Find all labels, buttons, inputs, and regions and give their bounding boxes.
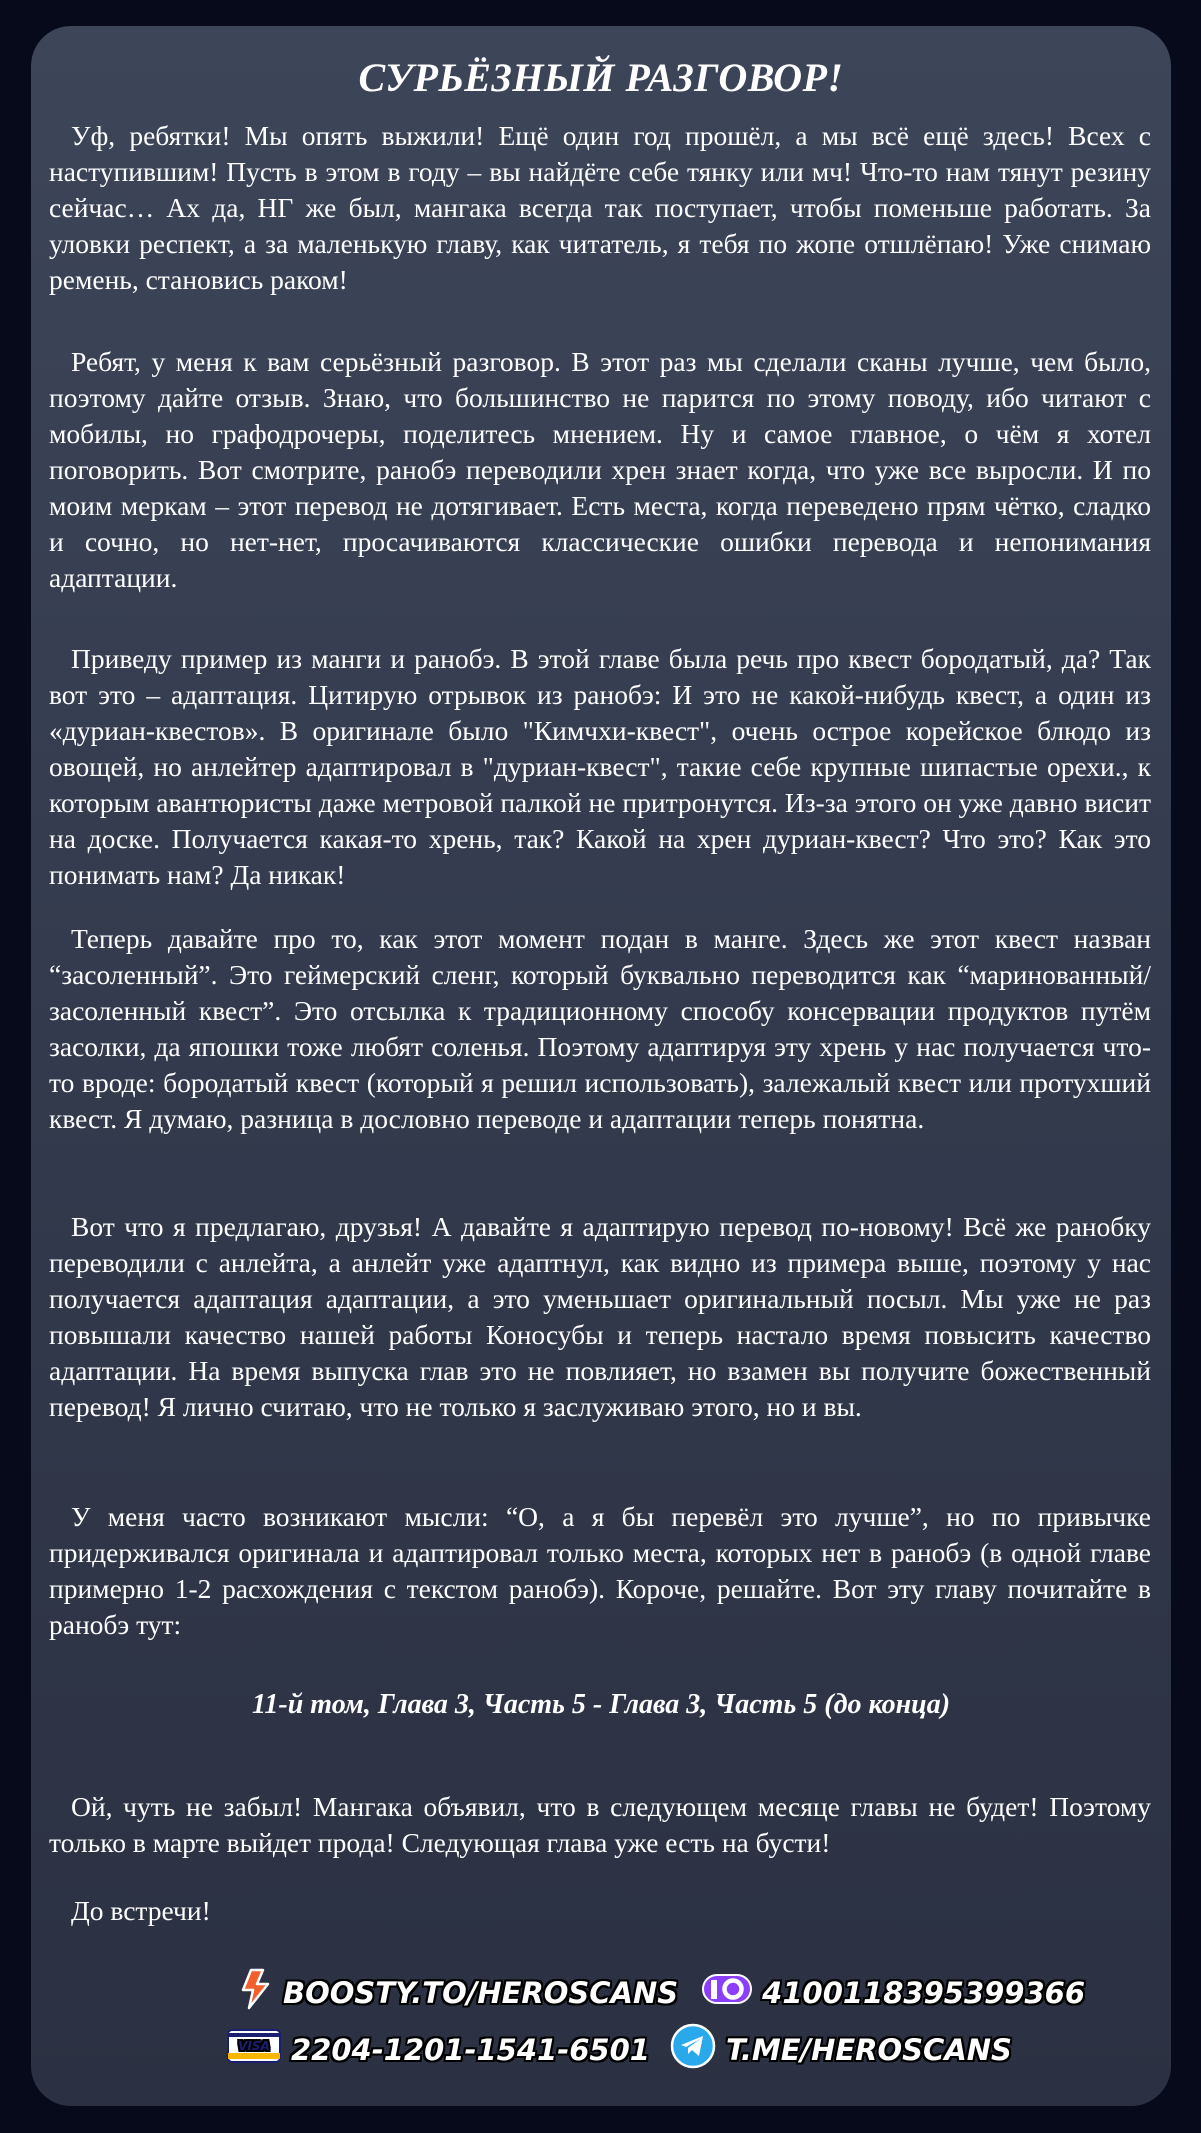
telegram-icon [670, 2023, 716, 2076]
paragraph-novel-example: Приведу пример из манги и ранобэ. В этой главе была речь про квест бородатый, да? Так вот это – адаптация. Цитирую отрывок из ранобэ: И это не какой-нибудь квест, а один из «дуриан-квестов». В оригинале было "Кимчхи-квест", очень острое корейское блюдо из овощей, но анлейтер адаптировал в "дуриан-квест", такие себе крупные шипастые орехи., к которым авантюристы даже метровой палкой не притронутся. Из-за этого он уже давно висит на доске. Получается какая-то хрень, так? Какой на хрен дуриан-квест? Что это? Как это понимать нам? Да никак! [49, 643, 1151, 890]
paragraph-greeting: Уф, ребятки! Мы опять выжили! Ещё один год прошёл, а мы всё ещё здесь! Всех с наступившим! Пусть в этом в году – вы найдёте себе тянку или мч! Что-то нам тянут резину сейчас… Ах да, НГ же был, мангака всегда так поступает, чтобы поменьше работать. За уловки респект, а за маленькую главу, как читатель, я тебя по жопе отшлёпаю! Уже снимаю ремень, становись раком! [49, 120, 1151, 295]
paragraph-manga-example: Теперь давайте про то, как этот момент подан в манге. Здесь же этот квест назван “засоленный”. Это геймерский сленг, который буквально переводится как “маринованный/засоленный квест”. Это отсылка к традиционному способу консервации продуктов путём засолки, да япошки тоже любят соленья. Поэтому адаптируя эту хрень у нас получается что-то вроде: бородатый квест (который я решил использовать), залежалый квест или протухший квест. Я думаю, разница в дословно переводе и адаптации теперь понятна. [49, 923, 1151, 1134]
paragraph-farewell: До встречи! [71, 1895, 211, 1926]
notice-card [31, 26, 1171, 2106]
telegram-link[interactable]: T.ME/HEROSCANS [725, 2032, 1012, 2067]
contact-row-1 [237, 1968, 1085, 2017]
boosty-link[interactable]: BOOSTY.TO/HEROSCANS [283, 1975, 679, 2010]
svg-text:VISA: VISA [238, 2039, 270, 2053]
paragraph-announcement: Ой, чуть не забыл! Мангака объявил, что в следующем месяце главы не будет! Поэтому только в марте выйдет прода! Следующая глава уже есть на бусти! [49, 1791, 1151, 1858]
paragraph-decide: У меня часто возникают мысли: “О, а я бы перевёл это лучше”, но по привычке придерживался оригинала и адаптировал только места, которых нет в ранобэ (в одной главе примерно 1-2 расхождения с текстом ранобэ). Короче, решайте. Вот эту главу почитайте в ранобэ тут: [49, 1501, 1151, 1640]
yoomoney-wallet[interactable]: 4100118395399366 [762, 1975, 1086, 2010]
paragraph-serious-talk: Ребят, у меня к вам серьёзный разговор. В этот раз мы сделали сканы лучше, чем было, поэтому дайте отзыв. Знаю, что большинство не парится по этому поводу, ибо читают с мобилы, но графодрочеры, поделитесь мнением. Ну и самое главное, о чём я хотел поговорить. Вот смотрите, ранобэ переводили хрен знает когда, что уже все выросли. И по моим меркам – этот перевод не дотягивает. Есть места, когда переведено прям чётко, сладко и сочно, но нет-нет, просачиваются классические ошибки перевода и непонимания адаптации. [49, 346, 1151, 593]
contacts-block [31, 1968, 1171, 2078]
visa-card-icon [227, 2029, 281, 2070]
page-title: СУРЬЁЗНЫЙ РАЗГОВОР! [358, 55, 844, 100]
boosty-icon [237, 1968, 273, 2017]
paragraph-proposal: Вот что я предлагаю, друзья! А давайте я адаптирую перевод по-новому! Всё же ранобку переводили с анлейта, а анлейт уже адаптнул, как видно из примера выше, поэтому у нас получается адаптация адаптации, а это уменьшает оригинальный посыл. Мы уже не раз повышали качество нашей работы Коносубы и теперь настало время повысить качество адаптации. На время выпуска глав это не повлияет, но взамен вы получите божественный перевод! Я лично считаю, что не только я заслуживаю этого, но и вы. [49, 1211, 1151, 1422]
yoomoney-icon [702, 1972, 752, 2013]
card-number[interactable]: 2204-1201-1541-6501 [291, 2032, 650, 2067]
chapter-reference: 11-й том, Глава 3, Часть 5 - Глава 3, Часть 5 (до конца) [251, 1689, 951, 1720]
contact-row-2 [227, 2023, 1012, 2076]
